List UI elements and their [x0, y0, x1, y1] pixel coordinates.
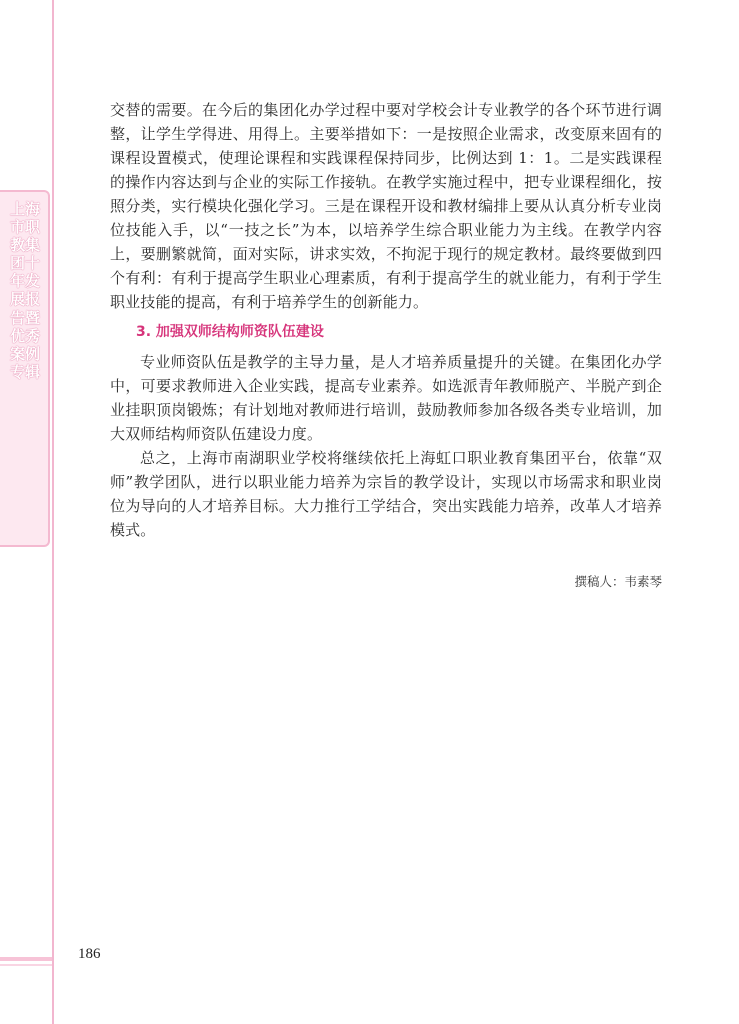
footer-bar-thin	[0, 964, 52, 966]
side-tab-label: 上海市职教集团十年发展报告暨优秀案例专辑	[9, 200, 40, 381]
footer-bar	[0, 957, 52, 961]
margin-rule	[52, 0, 54, 1024]
paragraph-3: 总之，上海市南湖职业学校将继续依托上海虹口职业教育集团平台，依靠“双师”教学团队，进行以职业能力培养为宗旨的教学设计，实现以市场需求和职业岗位为导向的人才培养目标。大力推行工学结合，突出实践能力培养，改革人才培养模式。	[110, 449, 662, 539]
page-body	[110, 98, 662, 590]
section-heading: 3. 加强双师结构师资队伍建设	[136, 324, 324, 340]
page-number: 186	[78, 946, 101, 962]
paragraph-1: 交替的需要。在今后的集团化办学过程中要对学校会计专业教学的各个环节进行调整，让学生学得进、用得上。主要举措如下：一是按照企业需求，改变原来固有的课程设置模式，使理论课程和实践课程保持同步，比例达到 1：1。二是实践课程的操作内容达到与企业的实际工作接轨。在教学实施过程中，把专业课程细化，按照分类，实行模块化强化学习。三是在课程开设和教材编排上要从认真分析专业岗位技能入手，以“一技之长”为本，以培养学生综合职业能力为主线。在教学内容上，要删繁就简，面对实际，讲求实效，不拘泥于现行的规定教材。最终要做到四个有利：有利于提高学生职业心理素质，有利于提高学生的就业能力，有利于学生职业技能的提高，有利于培养学生的创新能力。	[110, 101, 662, 311]
author-credit: 撰稿人：韦素琴	[574, 574, 662, 589]
paragraph-2: 专业师资队伍是教学的主导力量，是人才培养质量提升的关键。在集团化办学中，可要求教师进入企业实践，提高专业素养。如选派青年教师脱产、半脱产到企业挂职顶岗锻炼；有计划地对教师进行培训，鼓励教师参加各级各类专业培训，加大双师结构师资队伍建设力度。	[110, 353, 662, 443]
